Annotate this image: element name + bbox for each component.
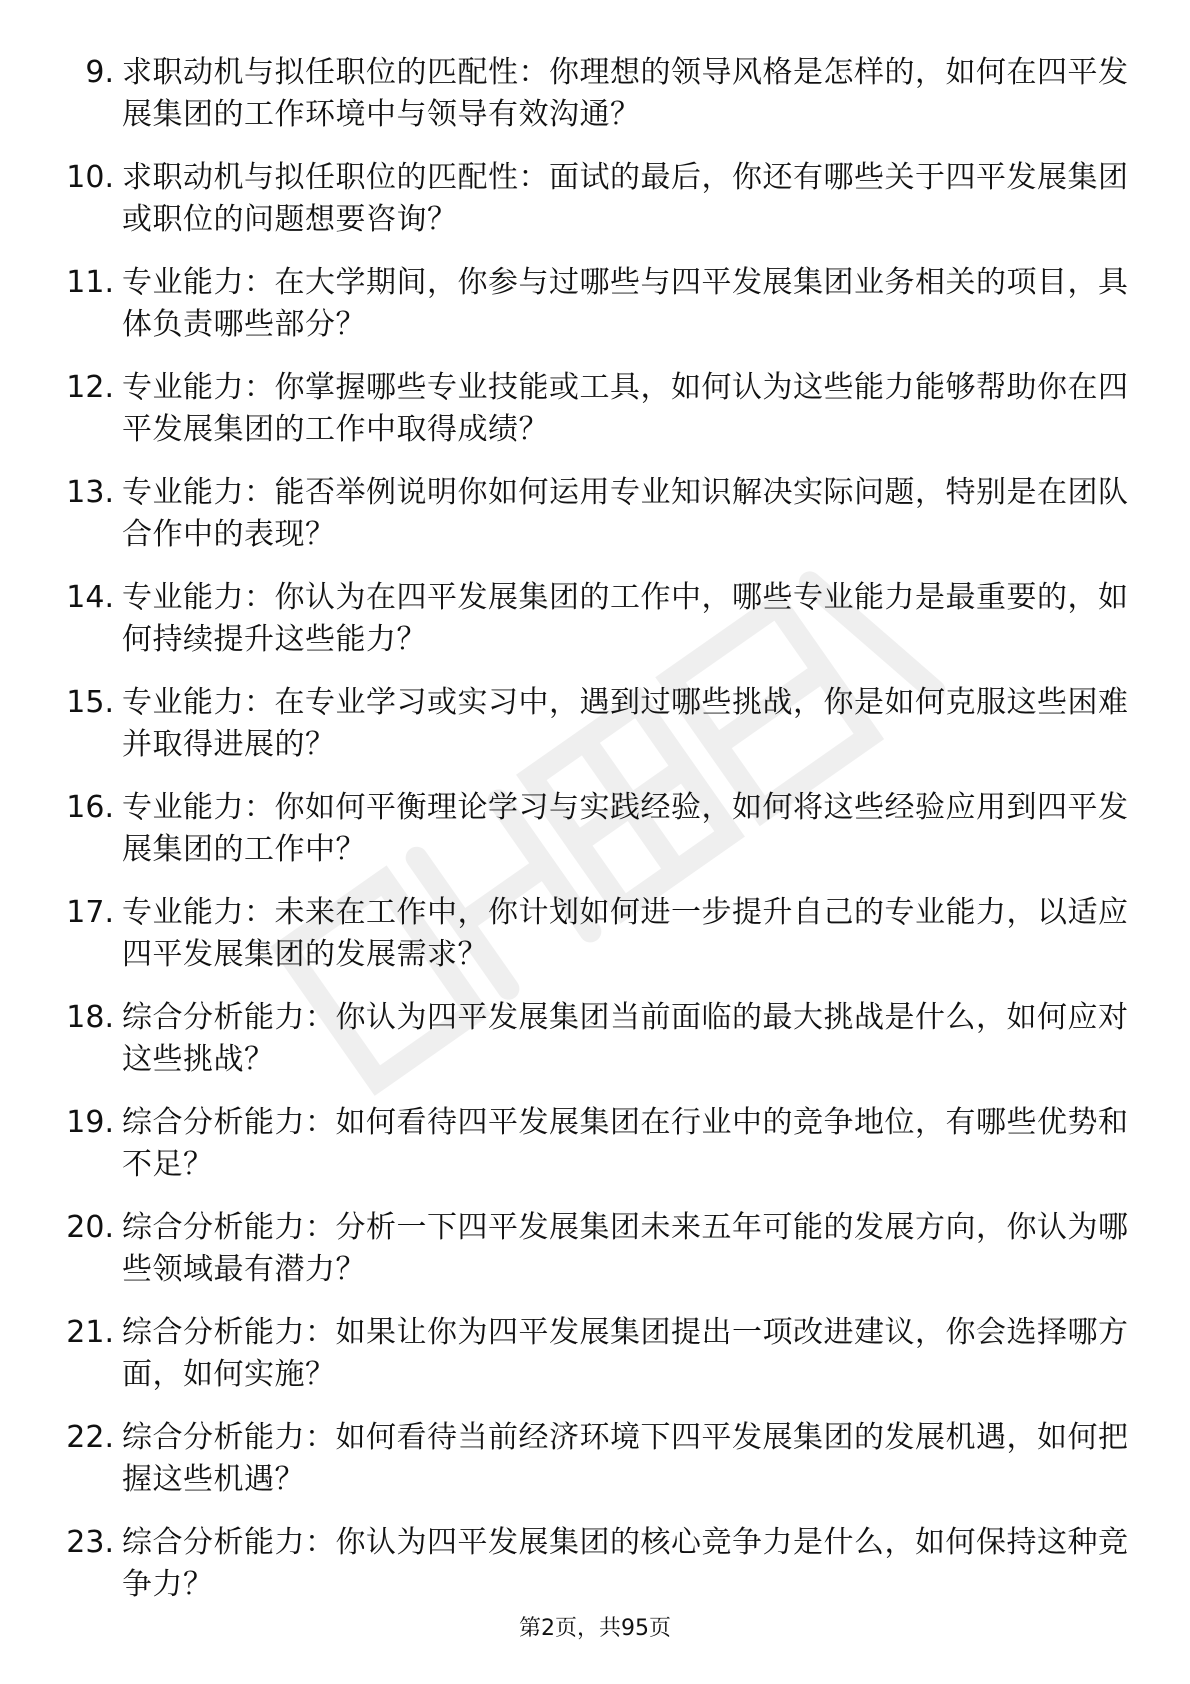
- question-number: 15.: [66, 685, 114, 720]
- question-number: 9.: [85, 55, 114, 90]
- question-number: 17.: [66, 895, 114, 930]
- question-number: 12.: [66, 370, 114, 405]
- question-item: [52, 682, 1132, 766]
- question-item: [52, 1102, 1132, 1186]
- question-number: 19.: [66, 1105, 114, 1140]
- question-number: 18.: [66, 1000, 114, 1035]
- question-number: 16.: [66, 790, 114, 825]
- question-number: 13.: [66, 475, 114, 510]
- question-text: 综合分析能力：如何看待当前经济环境下四平发展集团的发展机遇，如何把握这些机遇？: [122, 1420, 1129, 1497]
- question-text: 专业能力：在大学期间，你参与过哪些与四平发展集团业务相关的项目，具体负责哪些部分？: [122, 265, 1129, 342]
- question-item: [52, 787, 1132, 871]
- question-text: 专业能力：未来在工作中，你计划如何进一步提升自己的专业能力，以适应四平发展集团的发展需求？: [122, 895, 1129, 972]
- question-number: 20.: [66, 1210, 114, 1245]
- question-number: 22.: [66, 1420, 114, 1455]
- question-item: [52, 472, 1132, 556]
- question-item: [52, 997, 1132, 1081]
- page-number-footer: 第2页，共95页: [519, 1616, 671, 1641]
- question-item: [52, 367, 1132, 451]
- question-item: [52, 262, 1132, 346]
- question-list: [52, 52, 1132, 1627]
- question-item: [52, 892, 1132, 976]
- question-text: 综合分析能力：你认为四平发展集团当前面临的最大挑战是什么，如何应对这些挑战？: [122, 1000, 1129, 1077]
- question-item: [52, 1207, 1132, 1291]
- question-text: 专业能力：你认为在四平发展集团的工作中，哪些专业能力是最重要的，如何持续提升这些能力？: [122, 580, 1129, 657]
- question-text: 专业能力：在专业学习或实习中，遇到过哪些挑战，你是如何克服这些困难并取得进展的？: [122, 685, 1129, 762]
- question-text: 求职动机与拟任职位的匹配性：你理想的领导风格是怎样的，如何在四平发展集团的工作环境中与领导有效沟通？: [122, 55, 1129, 132]
- question-item: [52, 577, 1132, 661]
- question-text: 求职动机与拟任职位的匹配性：面试的最后，你还有哪些关于四平发展集团或职位的问题想要咨询？: [122, 160, 1129, 237]
- question-number: 14.: [66, 580, 114, 615]
- question-item: [52, 1417, 1132, 1501]
- question-text: 综合分析能力：你认为四平发展集团的核心竞争力是什么，如何保持这种竞争力？: [122, 1525, 1129, 1602]
- question-item: [52, 1522, 1132, 1606]
- question-text: 综合分析能力：如何看待四平发展集团在行业中的竞争地位，有哪些优势和不足？: [122, 1105, 1129, 1182]
- question-text: 综合分析能力：分析一下四平发展集团未来五年可能的发展方向，你认为哪些领域最有潜力？: [122, 1210, 1129, 1287]
- question-number: 11.: [66, 265, 114, 300]
- question-text: 专业能力：能否举例说明你如何运用专业知识解决实际问题，特别是在团队合作中的表现？: [122, 475, 1129, 552]
- question-text: 专业能力：你如何平衡理论学习与实践经验，如何将这些经验应用到四平发展集团的工作中？: [122, 790, 1129, 867]
- question-number: 21.: [66, 1315, 114, 1350]
- question-number: 10.: [66, 160, 114, 195]
- question-text: 专业能力：你掌握哪些专业技能或工具，如何认为这些能力能够帮助你在四平发展集团的工作中取得成绩？: [122, 370, 1129, 447]
- question-item: [52, 1312, 1132, 1396]
- question-text: 综合分析能力：如果让你为四平发展集团提出一项改进建议，你会选择哪方面，如何实施？: [122, 1315, 1129, 1392]
- question-number: 23.: [66, 1525, 114, 1560]
- question-item: [52, 157, 1132, 241]
- question-item: [52, 52, 1132, 136]
